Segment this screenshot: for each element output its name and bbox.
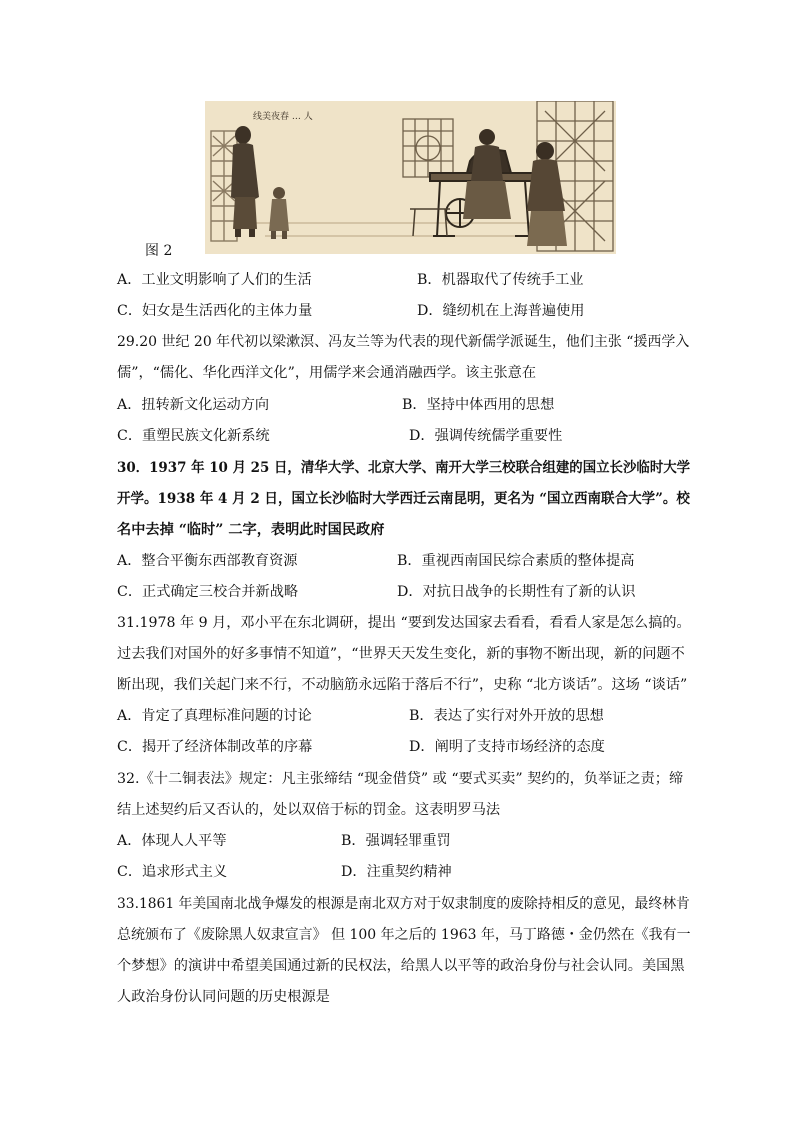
q31-stem-line: 断出现，我们关起门来不行，不动脑筋永远陷于落后不行”，史称 “北方谈话”。这场 “谈话”	[117, 677, 688, 693]
q30-stem-line: 名中去掉 “临时” 二字，表明此时国民政府	[117, 522, 385, 538]
q30-option-b: B．重视西南国民综合素质的整体提高	[397, 553, 635, 569]
q29-option-a: A．扭转新文化运动方向	[117, 397, 270, 413]
q28-option-a: A．工业文明影响了人们的生活	[117, 272, 312, 288]
sewing-machine-illustration	[205, 101, 616, 254]
illustration-inscription: 线美夜春 … 人	[253, 112, 313, 122]
q33-stem-line: 总统颁布了《废除黑人奴隶宣言》 但 100 年之后的 1963 年，马丁路德・金仍然在《我有一	[117, 927, 691, 943]
q29-option-c: C．重塑民族文化新系统	[117, 428, 270, 444]
q33-stem-line: 33.1861 年美国南北战争爆发的根源是南北双方对于奴隶制度的废除持相反的意见，最终林肯	[117, 896, 690, 912]
figure-caption: 图 2	[145, 243, 173, 259]
q30-stem-line: 30．1937 年 10 月 25 日，清华大学、北京大学、南开大学三校联合组建的国立长沙临时大学	[117, 460, 691, 476]
q31-option-b: B．表达了实行对外开放的思想	[409, 708, 604, 724]
q31-stem-line: 过去我们对国外的好多事情不知道”，“世界天天发生变化，新的事物不断出现，新的问题不	[117, 646, 685, 662]
q28-option-d: D．缝纫机在上海普遍使用	[417, 303, 585, 319]
q30-stem-line: 开学。1938 年 4 月 2 日，国立长沙临时大学西迁云南昆明，更名为 “国立西南联合大学”。校	[117, 491, 690, 507]
q33-stem-line: 个梦想》的演讲中希望美国通过新的民权法，给黑人以平等的政治身份与社会认同。美国黑	[117, 958, 685, 974]
q31-option-a: A．肯定了真理标准问题的讨论	[117, 708, 312, 724]
q31-option-c: C．揭开了经济体制改革的序幕	[117, 739, 313, 755]
q29-option-d: D．强调传统儒学重要性	[409, 428, 563, 444]
q28-option-b: B．机器取代了传统手工业	[417, 272, 584, 288]
q29-stem-line: 儒”，“儒化、华化西洋文化”，用儒学来会通消融西学。该主张意在	[117, 365, 537, 381]
q31-option-d: D．阐明了支持市场经济的态度	[409, 739, 605, 755]
q32-option-c: C．追求形式主义	[117, 864, 228, 880]
q30-option-d: D．对抗日战争的长期性有了新的认识	[397, 584, 636, 600]
q32-option-b: B．强调轻罪重罚	[341, 833, 451, 849]
q31-stem-line: 31.1978 年 9 月，邓小平在东北调研，提出 “要到发达国家去看看，看看人家是怎么搞的。	[117, 615, 691, 631]
q33-stem-line: 人政治身份认同问题的历史根源是	[117, 989, 330, 1005]
q30-option-a: A．整合平衡东西部教育资源	[117, 553, 298, 569]
q32-option-a: A．体现人人平等	[117, 833, 227, 849]
q28-option-c: C．妇女是生活西化的主体力量	[117, 303, 313, 319]
q30-option-c: C．正式确定三校合并新战略	[117, 584, 299, 600]
q32-stem-line: 32.《十二铜表法》规定：凡主张缔结 “现金借贷” 或 “要式买卖” 契约的，负举证之责；缔	[117, 771, 684, 787]
q32-option-d: D．注重契约精神	[341, 864, 452, 880]
q29-option-b: B．坚持中体西用的思想	[402, 397, 555, 413]
q29-stem-line: 29.20 世纪 20 年代初以梁漱溟、冯友兰等为代表的现代新儒学派诞生，他们主张 “援西学入	[117, 334, 690, 350]
q32-stem-line: 结上述契约后又否认的，处以双倍于标的罚金。这表明罗马法	[117, 802, 501, 818]
